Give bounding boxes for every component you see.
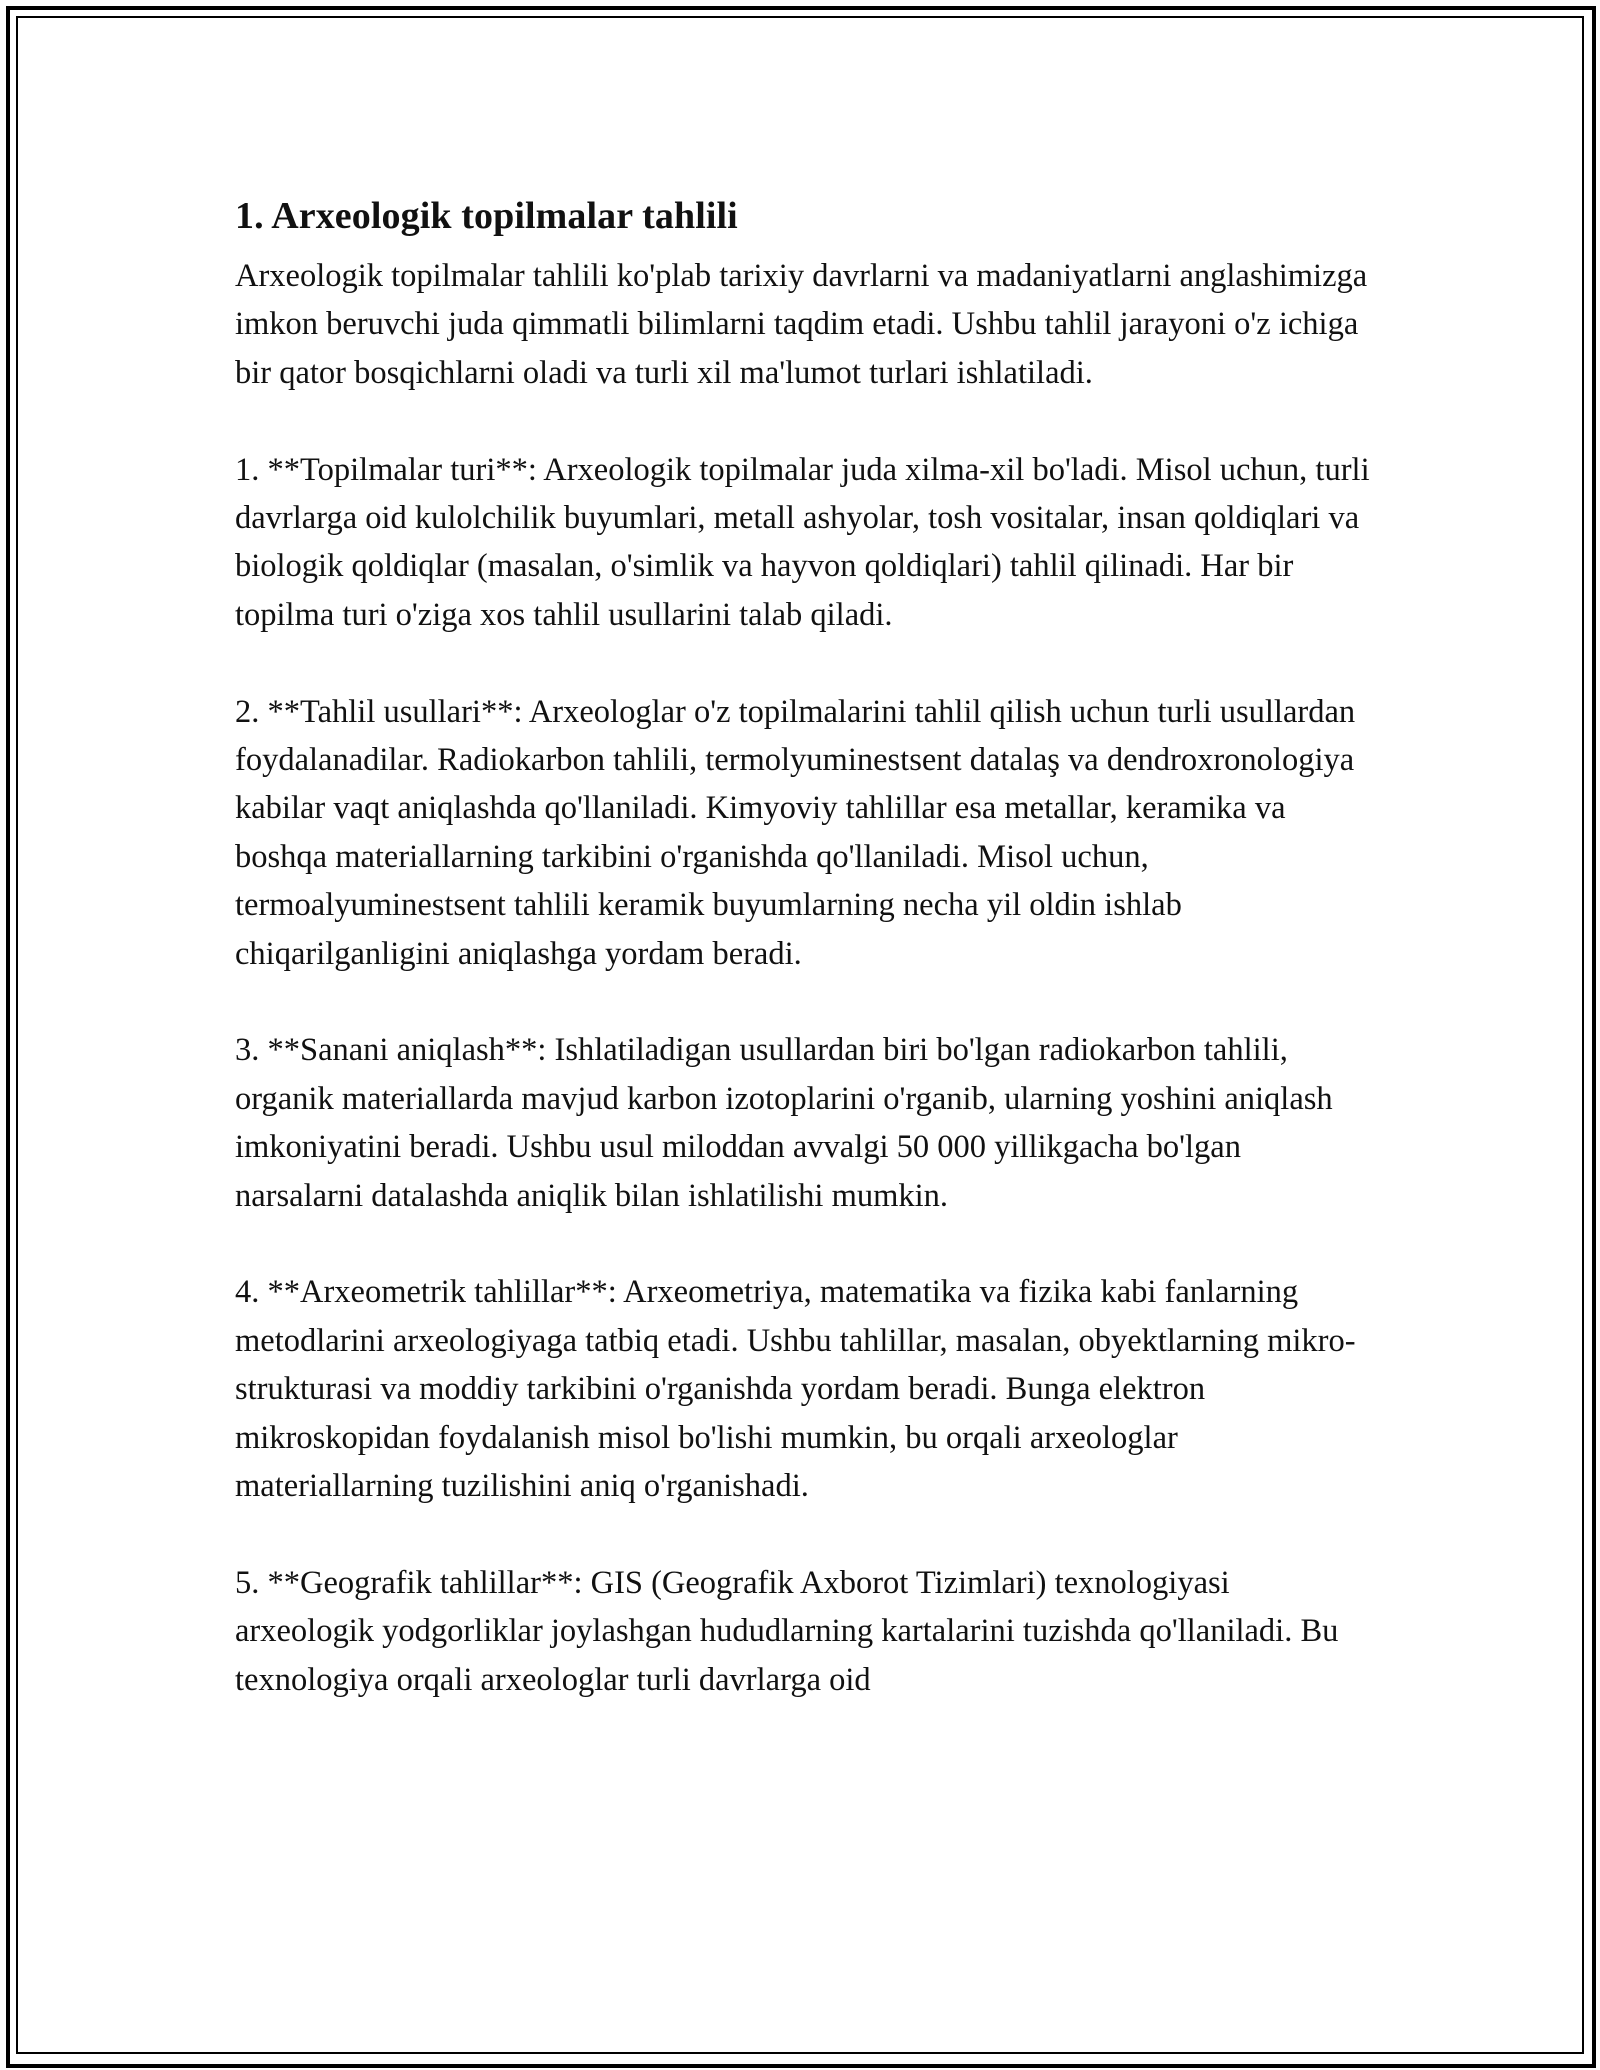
paragraph-geografik-tahlillar: 5. **Geografik tahlillar**: GIS (Geografik Axborot Tizimlari) texnologiyasi arxeologik yodgorliklar joylashgan hududlarning kartalarini tuzishda qo'llaniladi. Bu texnologiya orqali arxeologlar turli davrlarga oid bbox=[235, 1564, 1339, 1698]
document-body bbox=[235, 188, 1375, 1704]
paragraph-tahlil-usullari: 2. **Tahlil usullari**: Arxeologlar o'z topilmalarini tahlil qilish uchun turli usullardan foydalanadilar. Radiokarbon tahlili, termolyuminestsent datalaş va dendroxronologiya kabilar vaqt aniqlashda qo'llaniladi. Kimyoviy tahlillar esa metallar, keramika va boshqa materiallarning tarkibini o'rganishda qo'llaniladi. Misol uchun, termoalyuminestsent tahlili keramik buyumlarning necha yil oldin ishlab chiqarilganligini aniqlashga yordam beradi. bbox=[235, 693, 1356, 972]
section-heading: 1. Arxeologik topilmalar tahlili bbox=[235, 195, 738, 237]
paragraph-arxeometrik-tahlillar: 4. **Arxeometrik tahlillar**: Arxeometriya, matematika va fizika kabi fanlarning metodlarini arxeologiyaga tatbiq etadi. Ushbu tahlillar, masalan, obyektlarning mikro-strukturasi va moddiy tarkibini o'rganishda yordam beradi. Bunga elektron mikroskopidan foydalanish misol bo'lishi mumkin, bu orqali arxeologlar materiallarning tuzilishini aniq o'rganishadi. bbox=[235, 1274, 1356, 1505]
paragraph-topilmalar-turi: 1. **Topilmalar turi**: Arxeologik topilmalar juda xilma-xil bo'ladi. Misol uchun, turli davrlarga oid kulolchilik buyumlari, metall ashyolar, tosh vositalar, insan qoldiqlari va biologik qoldiqlar (masalan, o'simlik va hayvon qoldiqlari) tahlil qilinadi. Har bir topilma turi o'ziga xos tahlil usullarini talab qiladi. bbox=[235, 451, 1370, 633]
paragraph-sanani-aniqlash: 3. **Sanani aniqlash**: Ishlatiladigan usullardan biri bo'lgan radiokarbon tahlili, organik materiallarda mavjud karbon izotoplarini o'rganib, ularning yoshini aniqlash imkoniyatini beradi. Ushbu usul miloddan avvalgi 50 000 yillikgacha bo'lgan narsalarni datalashda aniqlik bilan ishlatilishi mumkin. bbox=[235, 1032, 1333, 1214]
intro-paragraph: Arxeologik topilmalar tahlili ko'plab tarixiy davrlarni va madaniyatlarni anglashimizga imkon beruvchi juda qimmatli bilimlarni taqdim etadi. Ushbu tahlil jarayoni o'z ichiga bir qator bosqichlarni oladi va turli xil ma'lumot turlari ishlatiladi. bbox=[235, 258, 1368, 391]
